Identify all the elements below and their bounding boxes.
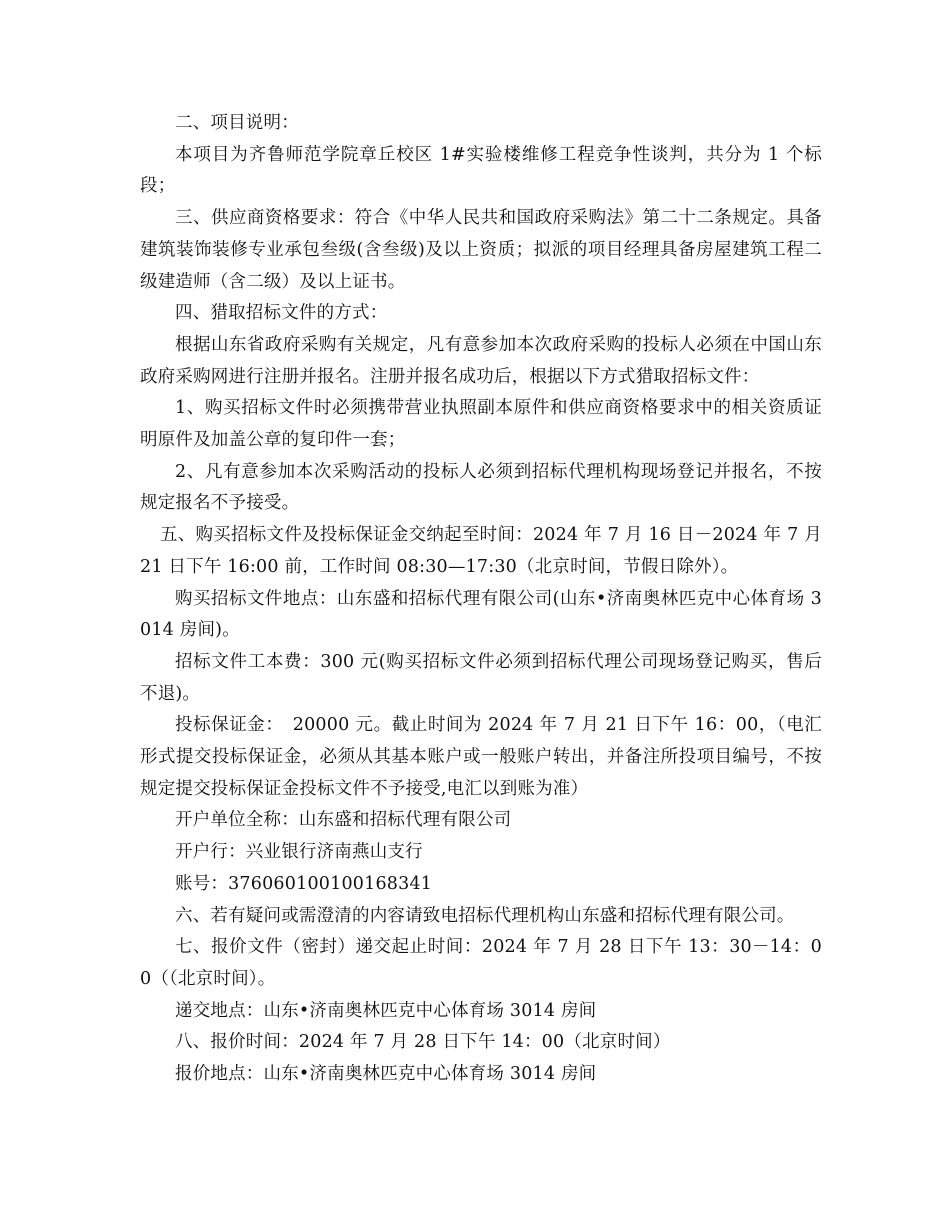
account-number-text: 账号：376060100100168341 <box>175 873 433 894</box>
project-description-text: 本项目为齐鲁师范学院章丘校区 1#实验楼维修工程竞争性谈判，共分为 1 个标段； <box>140 144 822 197</box>
document-fee-text: 招标文件工本费：300 元(购买招标文件必须到招标代理公司现场登记购买，售后不退)。 <box>140 651 822 704</box>
account-holder-text: 开户单位全称：山东盛和招标代理有限公司 <box>175 810 512 831</box>
purchase-location-text: 购买招标文件地点：山东盛和招标代理有限公司(山东•济南奥林匹克中心体育场 3014 房间)。 <box>140 588 822 641</box>
quotation-time-text: 八、报价时间：2024 年 7 月 28 日下午 14：00（北京时间） <box>175 1032 671 1053</box>
bank-name-text: 开户行：兴业银行济南燕山支行 <box>175 842 423 863</box>
purchase-period-text: 五、购买招标文件及投标保证金交纳起至时间：2024 年 7 月 16 日－2024 年 7 月 21 日下午 16:00 前，工作时间 08:30—17:30（北京时间，节假日除外）。 <box>140 525 822 577</box>
quotation-location-text: 报价地点：山东•济南奥林匹克中心体育场 3014 房间 <box>175 1064 597 1085</box>
contact-info-text: 六、若有疑问或需澄清的内容请致电招标代理机构山东盛和招标代理有限公司。 <box>175 905 795 926</box>
supplier-qualification-text: 三、供应商资格要求：符合《中华人民共和国政府采购法》第二十二条规定。具备建筑装饰装修专业承包叁级(含叁级)及以上资质；拟派的项目经理具备房屋建筑工程二级建造师（含二级）及以上证书。 <box>140 208 822 292</box>
submission-time-text: 七、报价文件（密封）递交起止时间：2024 年 7 月 28 日下午 13：30－14：00（（北京时间）。 <box>140 937 822 989</box>
section-heading-project-description: 二、项目说明： <box>175 113 299 133</box>
section-heading-obtain-documents: 四、猎取招标文件的方式： <box>175 303 388 324</box>
requirement-item-1: 1、购买招标文件时必须携带营业执照副本原件和供应商资格要求中的相关资质证明原件及加盖公章的复印件一套； <box>140 398 822 451</box>
document-body <box>140 108 822 1091</box>
requirement-item-2: 2、凡有意参加本次采购活动的投标人必须到招标代理机构现场登记并报名，不按规定报名不予接受。 <box>140 461 822 514</box>
bid-deposit-text: 投标保证金： 20000 元。截止时间为 2024 年 7 月 21 日下午 16：00，（电汇形式提交投标保证金，必须从其基本账户或一般账户转出，并备注所投项目编号，不按规定提交投标保证金投标文件不予接受,电汇以到账为准） <box>140 715 822 799</box>
registration-requirement-text: 根据山东省政府采购有关规定，凡有意参加本次政府采购的投标人必须在中国山东政府采购网进行注册并报名。注册并报名成功后，根据以下方式猎取招标文件： <box>140 334 822 387</box>
submission-location-text: 递交地点：山东•济南奥林匹克中心体育场 3014 房间 <box>175 1000 597 1021</box>
